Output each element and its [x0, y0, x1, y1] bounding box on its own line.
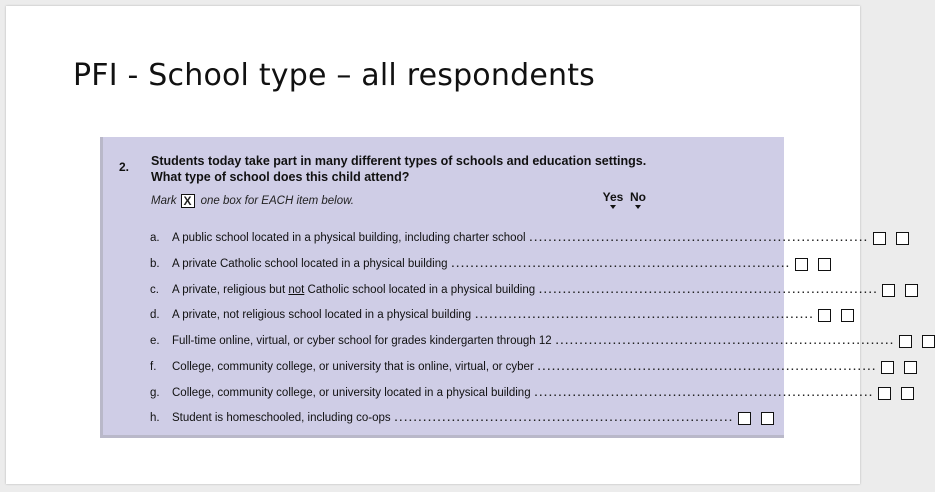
no-checkbox[interactable]	[901, 387, 914, 400]
item-letter: b.	[150, 258, 160, 270]
leader-dots: .......................................................................	[394, 412, 734, 424]
leader-dots: .......................................................................	[534, 387, 874, 399]
instruction-pre: Mark	[151, 195, 177, 207]
item-label: College, community college, or university located in a physical building	[172, 387, 531, 399]
slide	[6, 6, 895, 484]
example-checkbox-icon: X	[181, 194, 195, 208]
instruction	[151, 194, 354, 208]
item-letter: e.	[150, 335, 160, 347]
item-label: A private, not religious school located in a physical building	[172, 309, 472, 321]
list-item	[150, 305, 815, 325]
no-checkbox[interactable]	[904, 361, 917, 374]
yes-checkbox[interactable]	[881, 361, 894, 374]
yes-checkbox[interactable]	[738, 412, 751, 425]
no-checkbox[interactable]	[761, 412, 774, 425]
item-letter: f.	[150, 361, 157, 373]
yes-checkbox[interactable]	[899, 335, 912, 348]
item-letter: d.	[150, 309, 160, 321]
yes-checkbox[interactable]	[882, 284, 895, 297]
list-item	[150, 383, 874, 403]
survey-question-image	[100, 137, 895, 438]
yes-checkbox[interactable]	[818, 309, 831, 322]
no-checkbox[interactable]	[841, 309, 854, 322]
column-header-yes	[601, 190, 625, 209]
leader-dots: .......................................................................	[555, 335, 895, 347]
leader-dots: .......................................................................	[539, 284, 879, 296]
item-label: A public school located in a physical building, including charter school	[172, 232, 526, 244]
leader-dots: .......................................................................	[475, 309, 815, 321]
column-header-no-label: No	[630, 190, 646, 204]
column-header-yes-label: Yes	[602, 190, 624, 204]
no-checkbox[interactable]	[818, 258, 831, 271]
item-label: Student is homeschooled, including co-ops	[172, 412, 391, 424]
yes-checkbox[interactable]	[795, 258, 808, 271]
item-label: A private Catholic school located in a physical building	[172, 258, 448, 270]
leader-dots: .......................................................................	[529, 232, 869, 244]
item-label: A private, religious but not Catholic school located in a physical building	[172, 284, 536, 296]
column-header-no	[627, 190, 649, 209]
no-checkbox[interactable]	[896, 232, 909, 245]
list-item	[150, 331, 895, 351]
yes-checkbox[interactable]	[878, 387, 891, 400]
question-line-1: Students today take part in many different types of schools and education settings.	[151, 154, 647, 168]
no-checkbox[interactable]	[922, 335, 935, 348]
list-item	[150, 357, 878, 377]
question-line-2: What type of school does this child attend?	[151, 170, 410, 184]
list-item	[150, 280, 879, 300]
no-checkbox[interactable]	[905, 284, 918, 297]
list-item	[150, 408, 750, 428]
question-text	[151, 153, 751, 185]
list-item	[150, 228, 869, 248]
item-letter: a.	[150, 232, 160, 244]
instruction-post: one box for EACH item below.	[200, 195, 354, 207]
yes-checkbox[interactable]	[873, 232, 886, 245]
down-arrow-icon	[610, 205, 616, 209]
list-item	[150, 254, 791, 274]
item-letter: g.	[150, 387, 160, 399]
down-arrow-icon	[635, 205, 641, 209]
item-letter: c.	[150, 284, 159, 296]
leader-dots: .......................................................................	[537, 361, 878, 373]
question-number: 2.	[119, 160, 130, 174]
item-letter: h.	[150, 412, 160, 424]
leader-dots: .......................................................................	[451, 258, 791, 270]
item-label: College, community college, or university that is online, virtual, or cyber	[172, 361, 534, 373]
slide-title: PFI - School type – all respondents	[73, 58, 595, 93]
item-label: Full-time online, virtual, or cyber school for grades kindergarten through 12	[172, 335, 552, 347]
